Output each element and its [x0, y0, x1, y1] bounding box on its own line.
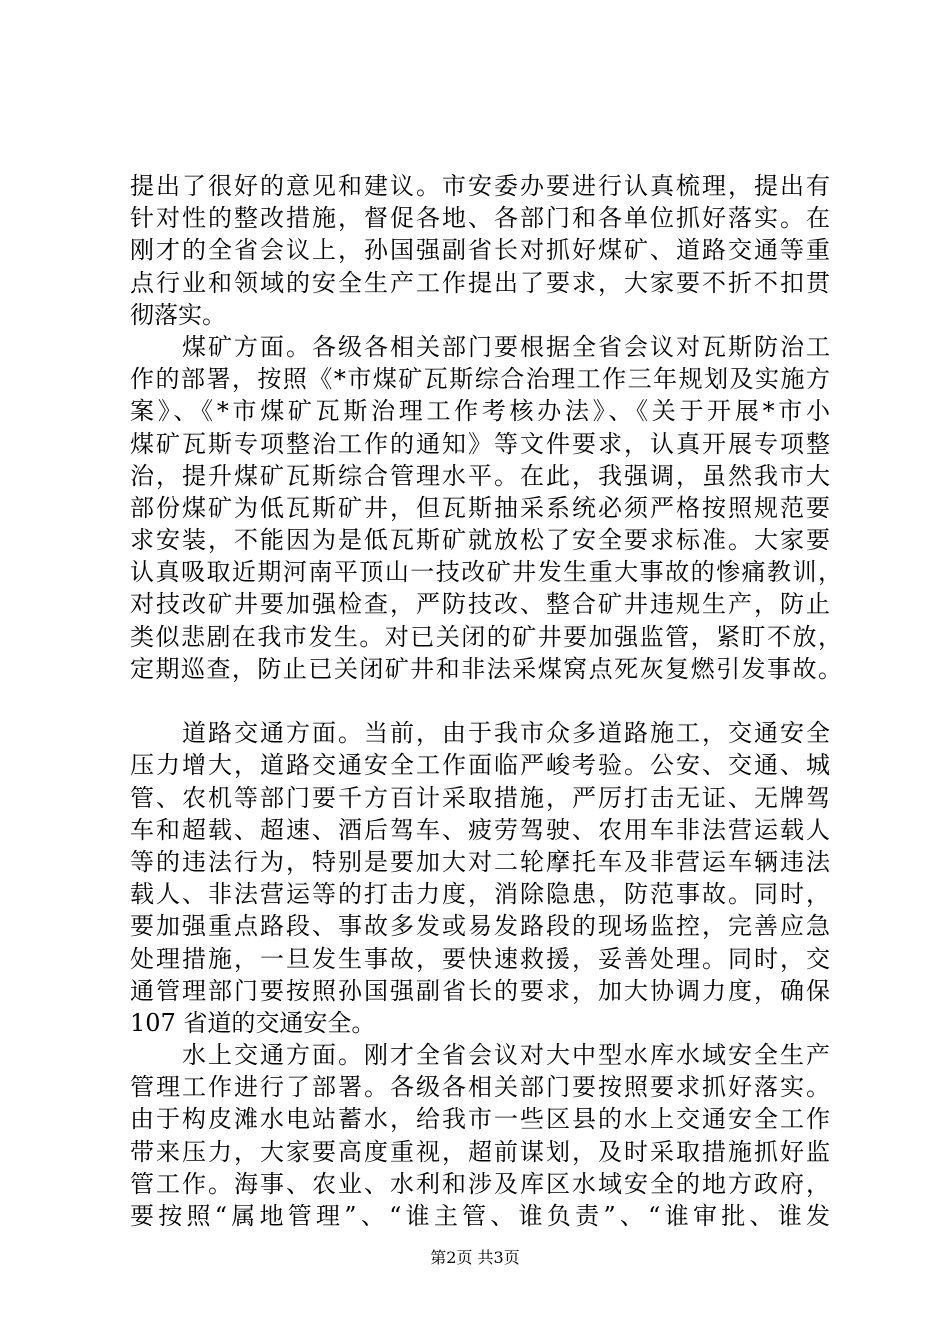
- text-line: 作的部署，按照《*市煤矿瓦斯综合治理工作三年规划及实施方: [130, 365, 830, 394]
- text-line: 107 省道的交通安全。: [130, 1008, 376, 1037]
- text-line: 定期巡查，防止已关闭矿井和非法采煤窝点死灰复燃引发事故。: [130, 654, 842, 683]
- text-line: 煤矿方面。各级各相关部门要根据全省会议对瓦斯防治工: [182, 332, 830, 361]
- text-line: 案》、《*市煤矿瓦斯治理工作考核办法》、《关于开展*市小: [130, 397, 830, 426]
- text-line: 要加强重点路段、事故多发或易发路段的现场监控，完善应急: [130, 912, 830, 941]
- paragraph-road-traffic: [130, 717, 830, 1039]
- text-line: 要按照“属地管理”、“谁主管、谁负责”、“谁审批、谁发: [130, 1202, 830, 1230]
- text-line: 针对性的整改措施，督促各地、各部门和各单位抓好落实。在: [130, 204, 830, 233]
- text-line: 煤矿瓦斯专项整治工作的通知》等文件要求，认真开展专项整: [130, 429, 830, 458]
- page-number-footer: 第2页 共3页: [430, 1248, 520, 1267]
- blank-line: [130, 685, 830, 717]
- text-line: 点行业和领域的安全生产工作提出了要求，大家要不折不扣贯: [130, 268, 830, 297]
- body-text: [130, 170, 842, 1232]
- paragraph-intro: [130, 170, 830, 331]
- text-line: 提出了很好的意见和建议。市安委办要进行认真梳理，提出有: [130, 172, 830, 200]
- text-line: 处理措施，一旦发生事故，要快速救援，妥善处理。同时，交: [130, 944, 830, 973]
- text-line: 管、农机等部门要千方百计采取措施，严厉打击无证、无牌驾: [130, 783, 830, 812]
- text-line: 求安装，不能因为是低瓦斯矿就放松了安全要求标准。大家要: [130, 526, 830, 555]
- text-line: 由于构皮滩水电站蓄水，给我市一些区县的水上交通安全工作: [130, 1105, 830, 1134]
- text-line: 管工作。海事、农业、水利和涉及库区水域安全的地方政府，: [130, 1169, 830, 1198]
- text-line: 治，提升煤矿瓦斯综合管理水平。在此，我强调，虽然我市大: [130, 461, 830, 490]
- text-line: 载人、非法营运等的打击力度，消除隐患，防范事故。同时，: [130, 880, 830, 909]
- text-line: 管理工作进行了部署。各级各相关部门要按照要求抓好落实。: [130, 1073, 830, 1102]
- paragraph-coal-mines: [130, 331, 842, 685]
- text-line: 水上交通方面。刚才全省会议对大中型水库水域安全生产: [182, 1041, 830, 1070]
- paragraph-water-traffic: [130, 1039, 830, 1232]
- text-line: 道路交通方面。当前，由于我市众多道路施工，交通安全: [182, 719, 830, 748]
- text-line: 刚才的全省会议上，孙国强副省长对抓好煤矿、道路交通等重: [130, 236, 830, 265]
- text-line: 通管理部门要按照孙国强副省长的要求，加大协调力度，确保: [130, 976, 830, 1005]
- text-line: 类似悲剧在我市发生。对已关闭的矿井要加强监管，紧盯不放，: [130, 622, 842, 651]
- text-line: 车和超载、超速、酒后驾车、疲劳驾驶、农用车非法营运载人: [130, 815, 830, 844]
- text-line: 等的违法行为，特别是要加大对二轮摩托车及非营运车辆违法: [130, 847, 830, 876]
- text-line: 部份煤矿为低瓦斯矿井，但瓦斯抽采系统必须严格按照规范要: [130, 493, 830, 522]
- text-line: 认真吸取近期河南平顶山一技改矿井发生重大事故的惨痛教训，: [130, 558, 842, 587]
- text-line: 压力增大，道路交通安全工作面临严峻考验。公安、交通、城: [130, 751, 830, 780]
- text-line: 彻落实。: [130, 300, 226, 329]
- text-line: 带来压力，大家要高度重视，超前谋划，及时采取措施抓好监: [130, 1137, 830, 1166]
- text-line: 对技改矿井要加强检查，严防技改、整合矿井违规生产，防止: [130, 590, 830, 619]
